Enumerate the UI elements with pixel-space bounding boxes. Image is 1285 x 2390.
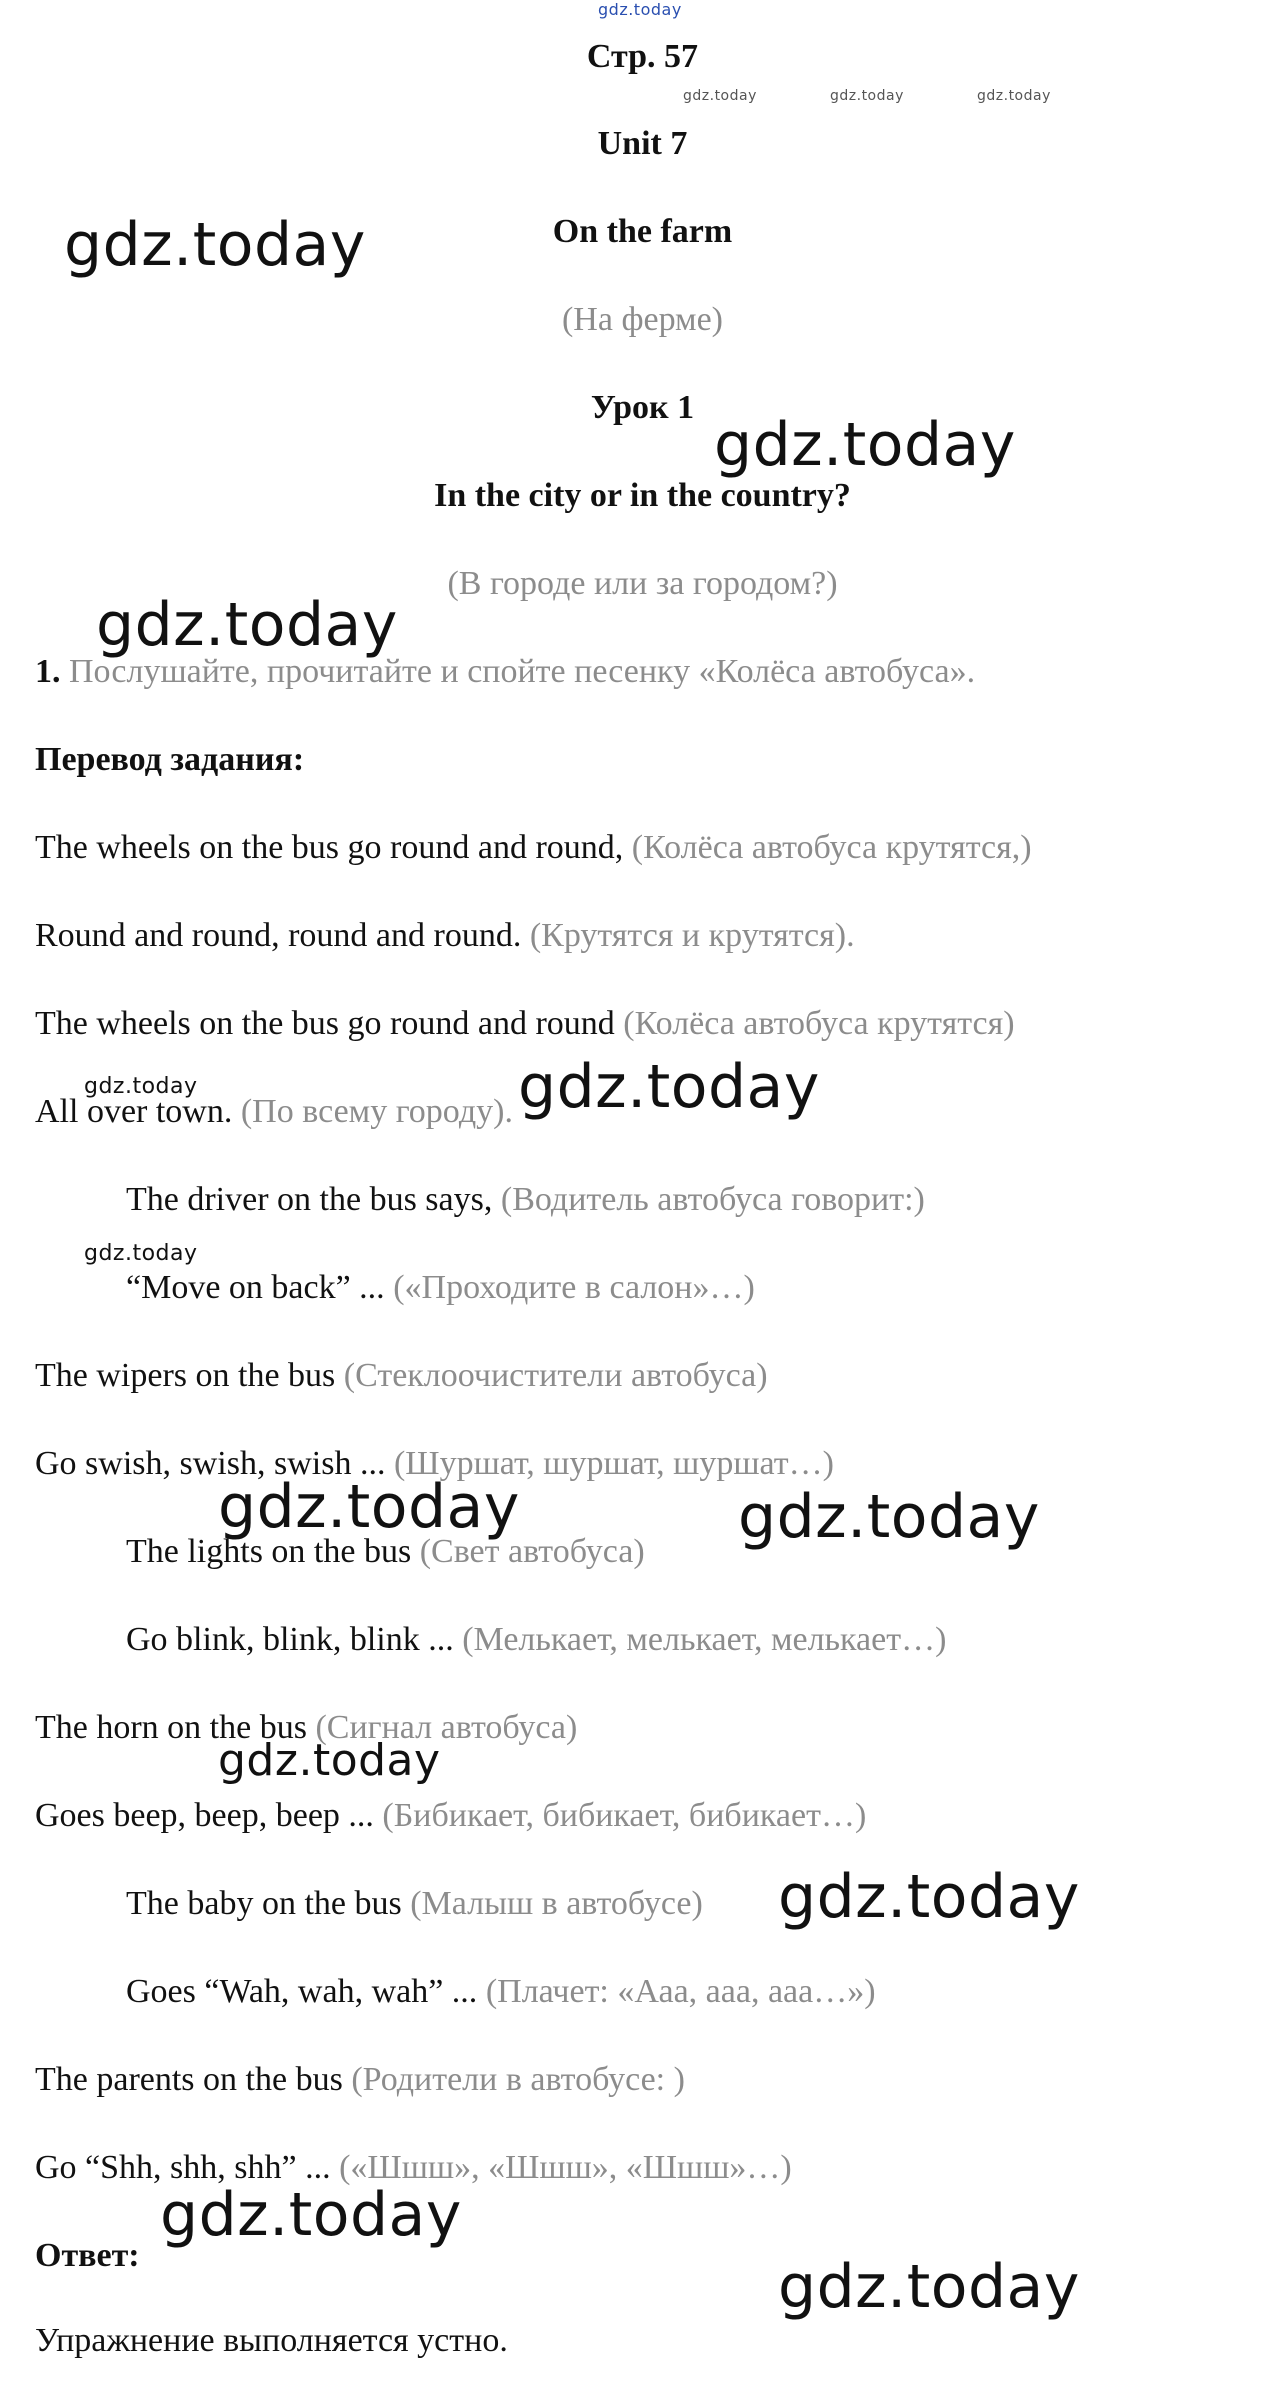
song-line-en: The horn on the bus: [35, 1709, 307, 1746]
song-line-en: “Move on back” ...: [126, 1269, 385, 1306]
song-line-en: The wheels on the bus go round and round,: [35, 829, 624, 866]
song-line-en: The lights on the bus: [126, 1533, 412, 1570]
song-line: [126, 1973, 876, 2011]
song-line-ru: (Малыш в автобусе): [410, 1885, 703, 1922]
watermark: gdz.today: [598, 0, 682, 19]
song-line-ru: («Шшш», «Шшш», «Шшш»…): [339, 2149, 792, 2186]
song-line-en: Goes “Wah, wah, wah” ...: [126, 1973, 478, 2010]
watermark: gdz.today: [830, 88, 904, 104]
song-line-ru: (Водитель автобуса говорит:): [500, 1181, 925, 1218]
lesson-title: In the city or in the country?: [434, 477, 851, 514]
song-line-ru: (Бибикает, бибикает, бибикает…): [382, 1797, 867, 1834]
song-line-ru: (По всему городу).: [240, 1093, 513, 1130]
song-line: [35, 1357, 768, 1395]
page-number: Стр. 57: [586, 38, 699, 75]
song-line: [35, 1797, 866, 1835]
song-line-ru: (Стеклоочистители автобуса): [343, 1357, 768, 1394]
song-line-en: Goes beep, beep, beep ...: [35, 1797, 374, 1834]
song-line-ru: (Крутятся и крутятся).: [529, 917, 855, 954]
song-line-ru: (Плачет: «Ааа, ааа, ааа…»): [485, 1973, 876, 2010]
lesson-title-translation: (В городе или за городом?): [447, 565, 838, 602]
song-line-en: Go swish, swish, swish ...: [35, 1445, 386, 1482]
answer-heading: Ответ:: [35, 2237, 140, 2274]
watermark: gdz.today: [778, 1862, 1080, 1932]
watermark: gdz.today: [778, 2252, 1080, 2322]
song-line: [35, 829, 1032, 867]
song-line-en: Go blink, blink, blink ...: [126, 1621, 454, 1658]
watermark: gdz.today: [160, 2180, 462, 2250]
song-line-en: The parents on the bus: [35, 2061, 343, 2098]
watermark: gdz.today: [218, 1472, 520, 1542]
answer-text: Упражнение выполняется устно.: [35, 2322, 508, 2359]
task-text: Послушайте, прочитайте и спойте песенку «Колёса автобуса».: [69, 653, 976, 690]
song-line-en: Round and round, round and round.: [35, 917, 522, 954]
song-line: [126, 1885, 703, 1923]
watermark: gdz.today: [84, 1074, 198, 1099]
song-line: [35, 1005, 1015, 1043]
song-line-ru: («Проходите в салон»…): [393, 1269, 755, 1306]
watermark: gdz.today: [714, 410, 1016, 480]
watermark: gdz.today: [738, 1482, 1040, 1552]
watermark: gdz.today: [518, 1052, 820, 1122]
song-line-en: The wipers on the bus: [35, 1357, 336, 1394]
song-line: [35, 917, 855, 955]
song-line-ru: (Сигнал автобуса): [315, 1709, 578, 1746]
unit-title-translation: (На ферме): [561, 301, 723, 338]
song-line-ru: (Колёса автобуса крутятся,): [631, 829, 1032, 866]
watermark: gdz.today: [64, 210, 366, 280]
unit-title: On the farm: [552, 213, 733, 250]
song-line-ru: (Мелькает, мелькает, мелькает…): [462, 1621, 947, 1658]
watermark: gdz.today: [218, 1735, 441, 1786]
watermark: gdz.today: [84, 1241, 198, 1266]
song-line: [126, 1181, 925, 1219]
unit-number: Unit 7: [597, 125, 688, 162]
song-line: [126, 1621, 946, 1659]
watermark: gdz.today: [977, 88, 1051, 104]
watermark: gdz.today: [96, 590, 398, 660]
song-line-en: The wheels on the bus go round and round: [35, 1005, 615, 1042]
song-line: [35, 2061, 685, 2099]
song-line-en: Go “Shh, shh, shh” ...: [35, 2149, 331, 2186]
translation-heading: Перевод задания:: [35, 741, 305, 778]
song-line: [126, 1269, 755, 1307]
song-line-ru: (Свет автобуса): [419, 1533, 645, 1570]
task-number: 1.: [35, 653, 61, 690]
song-line-ru: (Колёса автобуса крутятся): [623, 1005, 1015, 1042]
song-line-en: The driver on the bus says,: [126, 1181, 493, 1218]
song-line-ru: (Шуршат, шуршат, шуршат…): [393, 1445, 834, 1482]
song-line-en: The baby on the bus: [126, 1885, 402, 1922]
lesson-number: Урок 1: [590, 389, 695, 426]
song-line-ru: (Родители в автобусе: ): [351, 2061, 685, 2098]
song-line-en: All over town.: [35, 1093, 233, 1130]
watermark: gdz.today: [683, 88, 757, 104]
